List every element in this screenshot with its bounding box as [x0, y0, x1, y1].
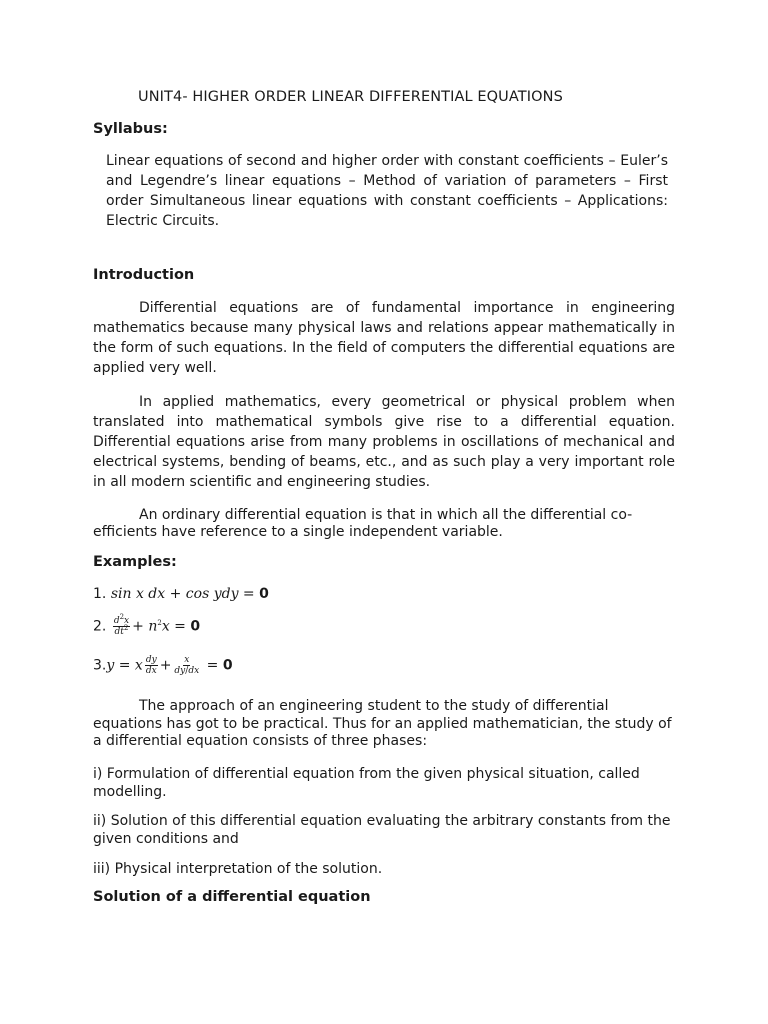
intro-paragraph-3: An ordinary differential equation is that in which all the differential co-efficients have reference to a single independent variable.: [93, 507, 633, 540]
approach-paragraph: The approach of an engineering student to the study of differential equations has got to be practical. Thus for an applied mathematician, the study of a differential equation consists of three phases:: [93, 698, 672, 749]
phase-1: i) Formulation of differential equation from the given physical situation, called modelling.: [93, 766, 640, 800]
example-2-equation: 2. $\frac{d^2x}{dt^2}$ + $n^2x = 0$: [93, 613, 201, 637]
x-over-dy-dx-fraction: $\frac{x}{dy/dx}$: [174, 655, 200, 676]
phase-2: ii) Solution of this differential equation evaluating the arbitrary constants from the given conditions and: [93, 813, 671, 847]
example-1-equation: 1. sin x dx + cos ydy = 0: [93, 586, 269, 602]
example-3-equation: 3.y = x $\frac{dy}{dx}$ + $\frac{x}{dy/dx}$ = 0: [93, 655, 233, 676]
example-2-number: 2.: [93, 618, 107, 635]
intro-paragraph-2: In applied mathematics, every geometrical or physical problem when translated into mathematical symbols give rise to a differential equation. Differential equations arise from many problems in oscillations of mechanical and electrical systems, bending of beams, etc., and as such play a very important role in all modern scientific and engineering studies.: [93, 394, 675, 490]
introduction-heading: Introduction: [93, 267, 195, 283]
second-derivative-fraction: $\frac{d^2x}{dt^2}$: [113, 613, 130, 637]
dy-dx-fraction: $\frac{dy}{dx}$: [145, 655, 157, 676]
examples-heading: Examples:: [93, 554, 177, 570]
syllabus-heading: Syllabus:: [93, 121, 168, 137]
intro-paragraph-1: Differential equations are of fundamental importance in engineering mathematics because many physical laws and relations appear mathematically in the form of such equations. In the field of computers the differential equations are applied very well.: [93, 300, 675, 376]
phase-3: iii) Physical interpretation of the solution.: [93, 861, 383, 877]
document-title: UNIT4- HIGHER ORDER LINEAR DIFFERENTIAL EQUATIONS: [138, 89, 563, 105]
example-3-number: 3.: [93, 657, 107, 674]
example-1-number: 1.: [93, 586, 107, 602]
solution-heading: Solution of a differential equation: [93, 889, 371, 905]
syllabus-text: Linear equations of second and higher order with constant coefficients – Euler’s and Legendre’s linear equations – Method of variation of parameters – First order Simultaneous linear equations with constant coefficients – Applications: Electric Circuits.: [106, 153, 668, 229]
